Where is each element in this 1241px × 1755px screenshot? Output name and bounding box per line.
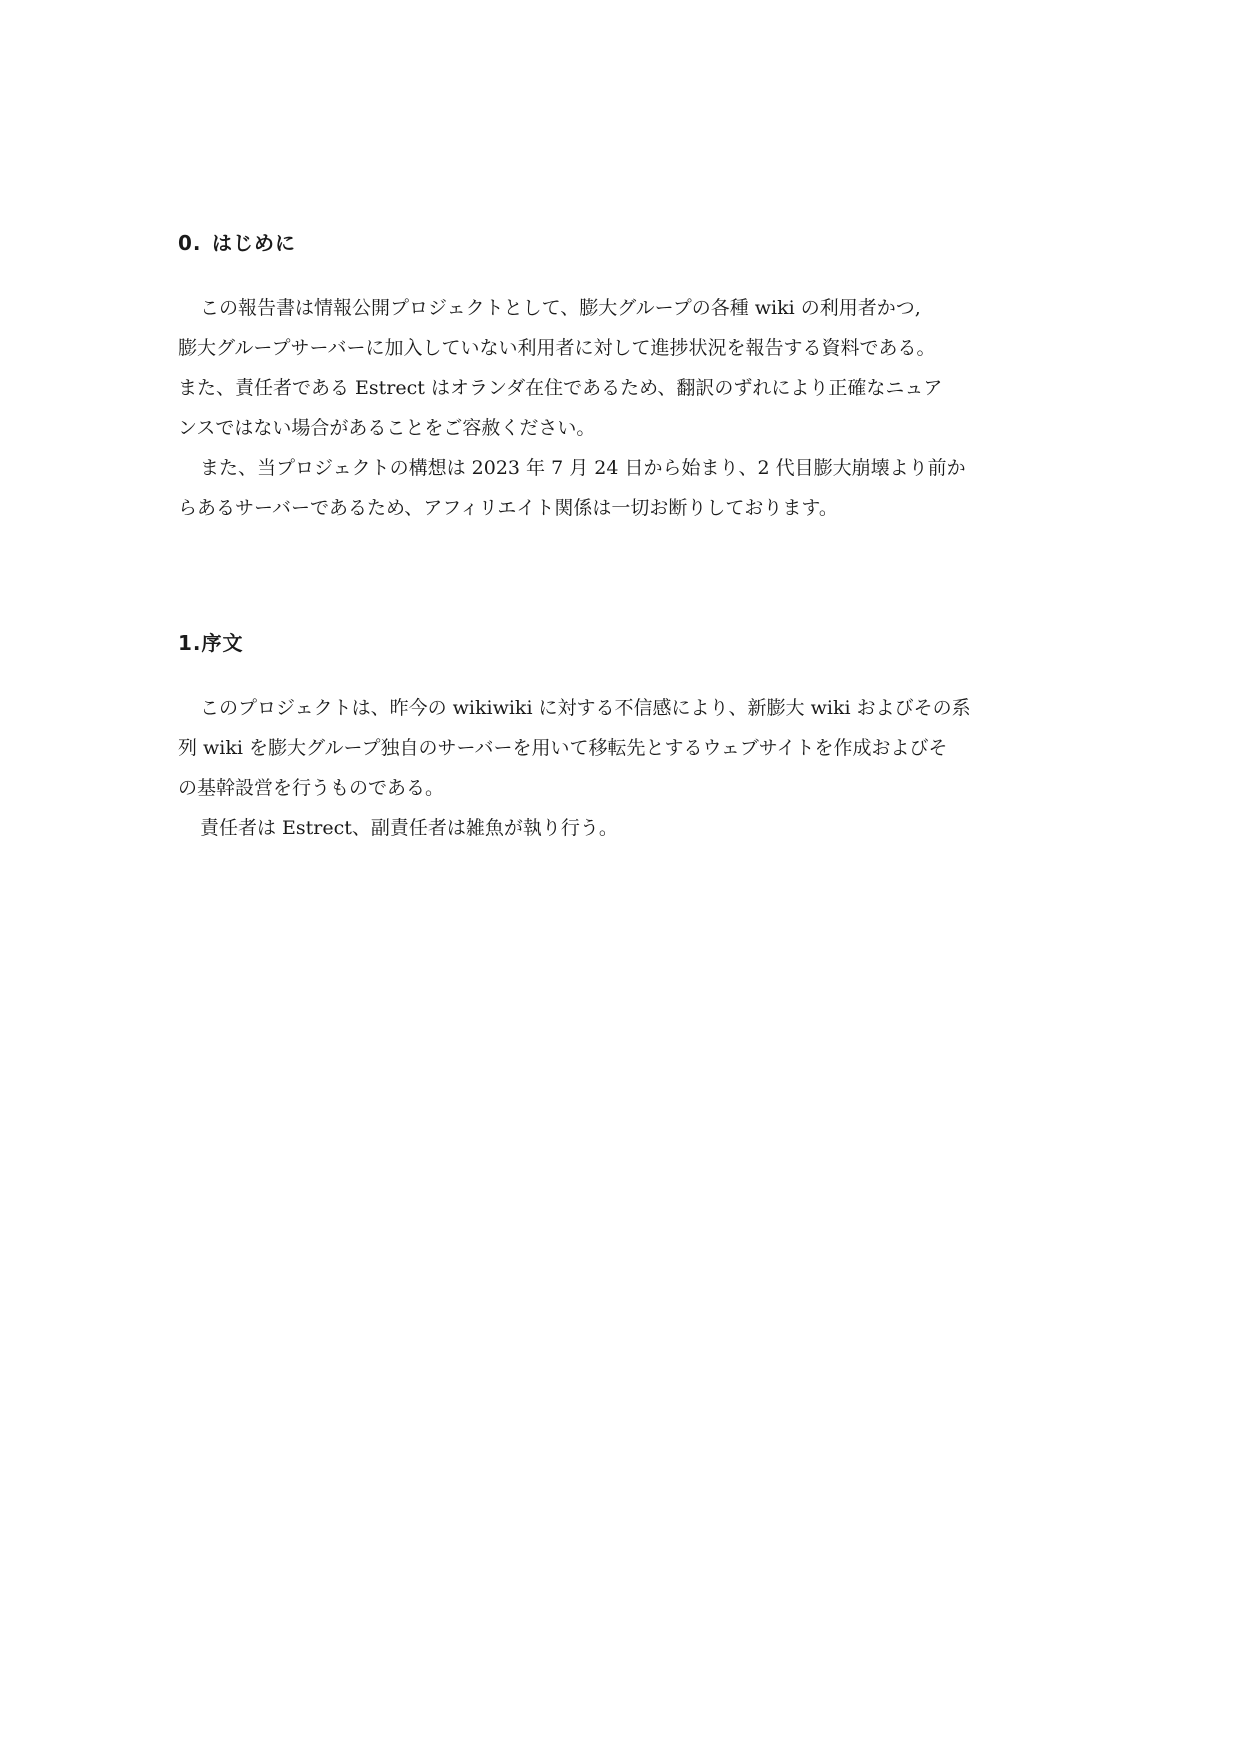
paragraph-line: この報告書は情報公開プロジェクトとして、膨大グループの各種 wiki の利用者かつ, xyxy=(200,297,921,319)
section-introduction xyxy=(178,228,1068,528)
paragraph-line: また、責任者である Estrect はオランダ在住であるため、翻訳のずれにより正確なニュア xyxy=(178,377,943,399)
paragraph-line: ンスではない場合があることをご容赦ください。 xyxy=(178,417,596,439)
paragraph-line: 列 wiki を膨大グループ独自のサーバーを用いて移転先とするウェブサイトを作成およびそ xyxy=(178,737,948,759)
paragraph xyxy=(178,808,1068,848)
paragraph xyxy=(178,288,1068,448)
section-body xyxy=(178,288,1068,528)
paragraph xyxy=(178,688,1068,808)
section-heading xyxy=(178,228,1068,258)
paragraph xyxy=(178,448,1068,528)
paragraph-line: の基幹設営を行うものである。 xyxy=(178,777,445,799)
section-heading xyxy=(178,628,1068,658)
section-number: 1. xyxy=(178,631,202,655)
paragraph-line: また、当プロジェクトの構想は 2023 年 7 月 24 日から始まり、2 代目膨大崩壊より前か xyxy=(200,457,966,479)
paragraph-line: らあるサーバーであるため、アフィリエイト関係は一切お断りしております。 xyxy=(178,497,838,519)
section-title: 序文 xyxy=(201,631,244,655)
section-body xyxy=(178,688,1068,848)
section-preface xyxy=(178,628,1068,848)
paragraph-line: 責任者は Estrect、副責任者は雑魚が執り行う。 xyxy=(200,817,618,839)
paragraph-line: 膨大グループサーバーに加入していない利用者に対して進捗状況を報告する資料である。 xyxy=(178,337,936,359)
section-number: 0. xyxy=(178,231,202,255)
paragraph-line: このプロジェクトは、昨今の wikiwiki に対する不信感により、新膨大 wiki およびその系 xyxy=(200,697,971,719)
section-title: はじめに xyxy=(212,231,296,255)
